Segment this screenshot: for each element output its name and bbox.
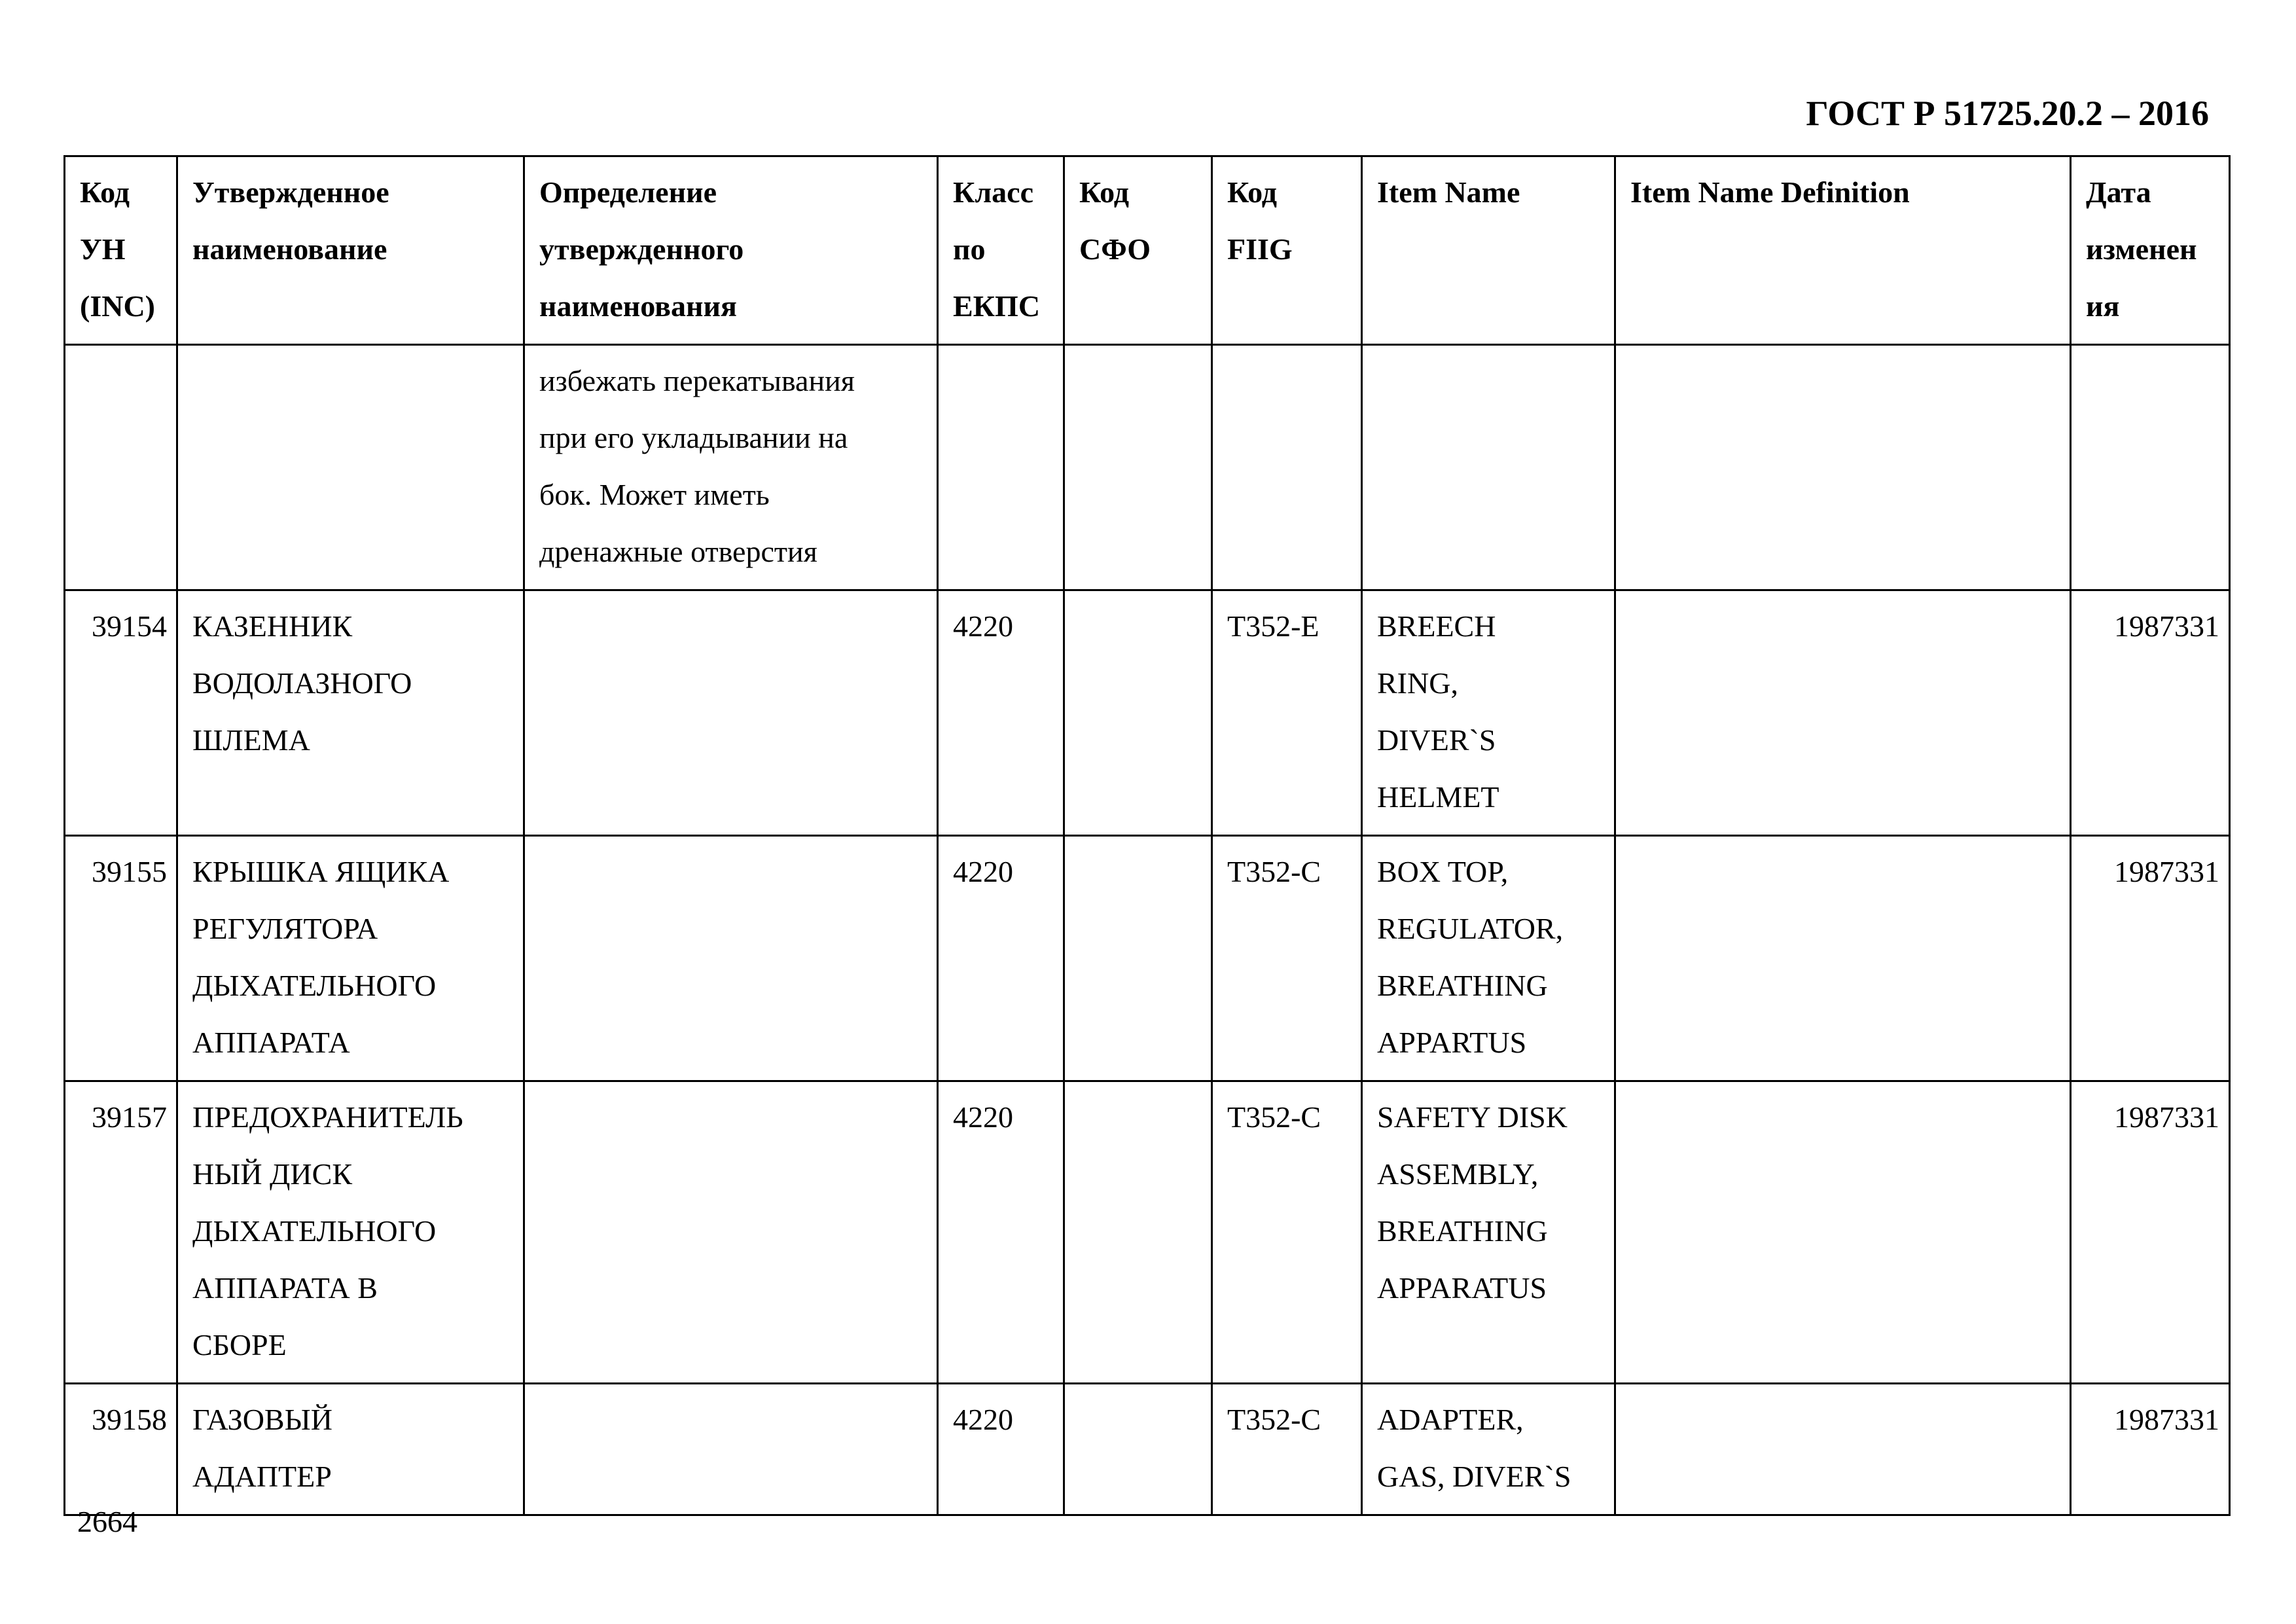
cell-date [2071,345,2230,590]
cell-sfo [1064,590,1212,836]
cell-date: 1987331 [2071,590,2230,836]
cell-inc: 39154 [65,590,177,836]
cell-date: 1987331 [2071,1384,2230,1515]
cell-item-name: ADAPTER, GAS, DIVER`S [1362,1384,1615,1515]
cell-fiig: T352-C [1212,836,1362,1081]
table-row [65,1081,2230,1384]
cell-name [177,345,524,590]
cell-inc: 39155 [65,836,177,1081]
column-header-class: Класс по ЕКПС [938,156,1064,345]
cell-item-definition [1615,590,2071,836]
cell-inc [65,345,177,590]
cell-item-name: BOX TOP, REGULATOR, BREATHING APPARTUS [1362,836,1615,1081]
cell-item-definition [1615,1081,2071,1384]
cell-item-name [1362,345,1615,590]
page-number: 2664 [77,1505,137,1538]
cell-sfo [1064,836,1212,1081]
cell-definition: избежать перекатывания при его укладывании на бок. Может иметь дренажные отверстия [524,345,938,590]
cell-class [938,345,1064,590]
cell-inc: 39157 [65,1081,177,1384]
table-header-row [65,156,2230,345]
cell-date: 1987331 [2071,836,2230,1081]
cell-name: ПРЕДОХРАНИТЕЛЬ НЫЙ ДИСК ДЫХАТЕЛЬНОГО АППАРАТА В СБОРЕ [177,1081,524,1384]
cell-item-definition [1615,1384,2071,1515]
cell-definition [524,590,938,836]
cell-inc: 39158 [65,1384,177,1515]
cell-definition [524,1384,938,1515]
table-row [65,590,2230,836]
cell-definition [524,836,938,1081]
column-header-approved-name: Утвержденное наименование [177,156,524,345]
cell-name: КАЗЕННИК ВОДОЛАЗНОГО ШЛЕМА [177,590,524,836]
cell-name: КРЫШКА ЯЩИКА РЕГУЛЯТОРА ДЫХАТЕЛЬНОГО АППАРАТА [177,836,524,1081]
cell-fiig: T352-C [1212,1081,1362,1384]
cell-fiig [1212,345,1362,590]
catalog-table [63,155,2231,1516]
column-header-sfo-code: Код СФО [1064,156,1212,345]
cell-definition [524,1081,938,1384]
cell-class: 4220 [938,590,1064,836]
cell-item-definition [1615,836,2071,1081]
column-header-item-name-definition: Item Name Definition [1615,156,2071,345]
cell-date: 1987331 [2071,1081,2230,1384]
cell-fiig: T352-E [1212,590,1362,836]
cell-sfo [1064,1384,1212,1515]
cell-class: 4220 [938,836,1064,1081]
cell-sfo [1064,1081,1212,1384]
document-standard-title: ГОСТ Р 51725.20.2 – 2016 [1806,94,2209,133]
column-header-inc: Код УН (INC) [65,156,177,345]
column-header-change-date: Дата изменен ия [2071,156,2230,345]
column-header-name-definition: Определение утвержденного наименования [524,156,938,345]
column-header-item-name: Item Name [1362,156,1615,345]
cell-item-name: BREECH RING, DIVER`S HELMET [1362,590,1615,836]
cell-item-definition [1615,345,2071,590]
table-row-continuation [65,345,2230,590]
cell-fiig: T352-C [1212,1384,1362,1515]
cell-class: 4220 [938,1081,1064,1384]
cell-class: 4220 [938,1384,1064,1515]
cell-item-name: SAFETY DISK ASSEMBLY, BREATHING APPARATUS [1362,1081,1615,1384]
cell-sfo [1064,345,1212,590]
table-row [65,1384,2230,1515]
cell-name: ГАЗОВЫЙ АДАПТЕР [177,1384,524,1515]
column-header-fiig-code: Код FIIG [1212,156,1362,345]
table-row [65,836,2230,1081]
